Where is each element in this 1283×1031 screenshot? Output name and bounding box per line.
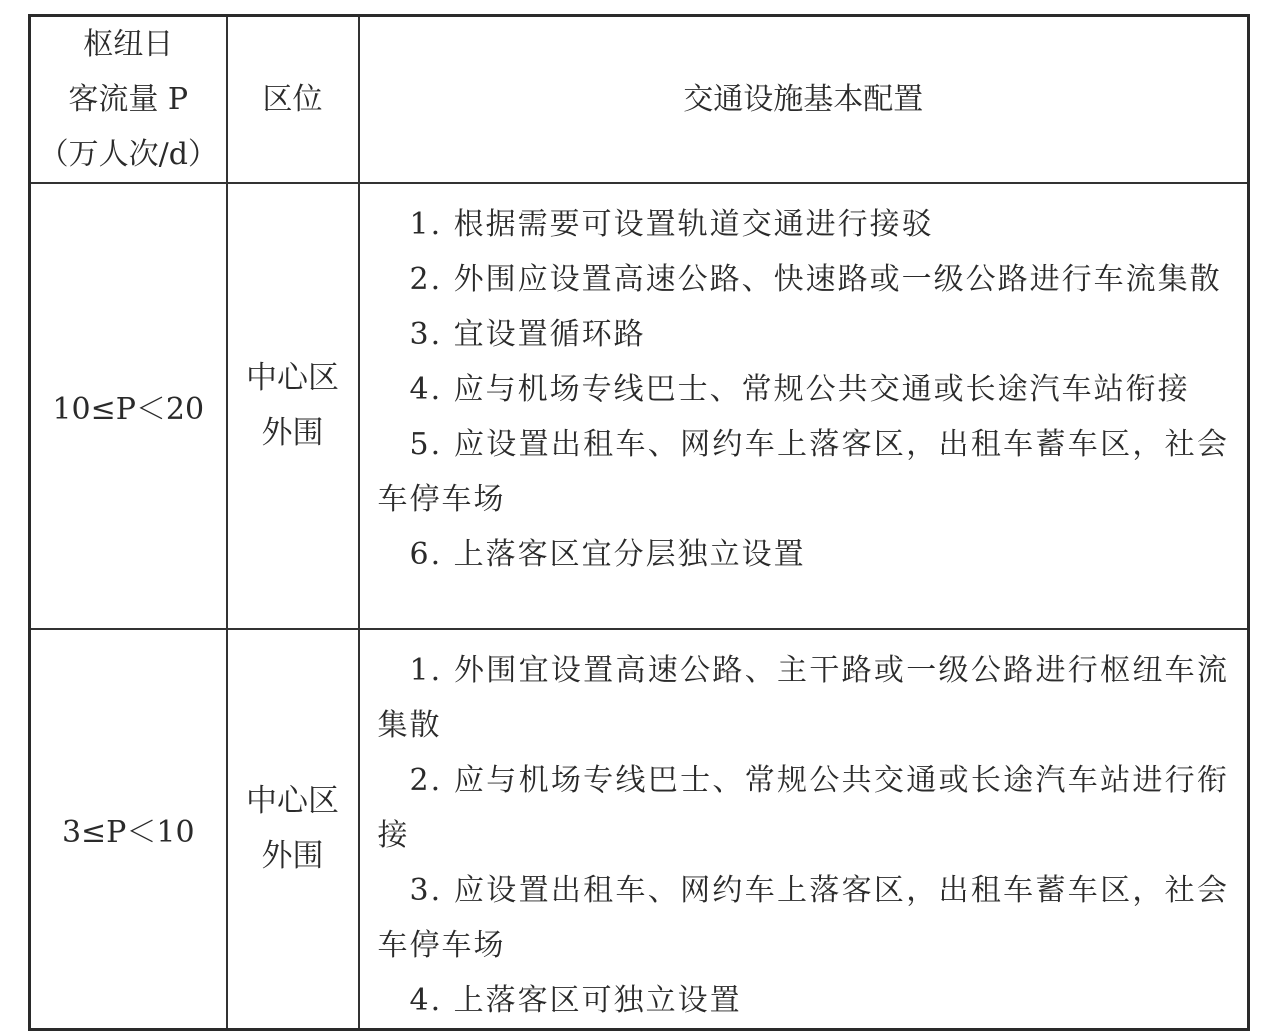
config-item: 2. 应与机场专线巴士、常规公共交通或长途汽车站进行衔接 [377,763,1229,853]
config-item: 4. 应与机场专线巴士、常规公共交通或长途汽车站衔接 [409,372,1190,407]
config-item: 1. 外围宜设置高速公路、主干路或一级公路进行枢纽车流集散 [377,653,1229,743]
config-item: 1. 根据需要可设置轨道交通进行接驳 [409,207,934,242]
config-item: 4. 上落客区可独立设置 [409,983,742,1018]
header-passenger-flow-line: （万人次/d） [38,137,218,172]
config-items-cell [359,183,1249,629]
header-passenger-flow-line: 客流量 P [68,82,189,117]
location-cell [227,629,359,1030]
location-line: 外围 [261,415,324,451]
table-row [30,183,1249,629]
header-passenger-flow [30,16,227,184]
header-location: 区位 [227,16,359,184]
location-line: 中心区 [246,783,339,819]
config-item: 3. 应设置出租车、网约车上落客区，出租车蓄车区，社会车停车场 [377,873,1229,963]
header-facility-config: 交通设施基本配置 [359,16,1249,184]
config-item: 2. 外围应设置高速公路、快速路或一级公路进行车流集散 [409,262,1222,297]
header-passenger-flow-line: 枢纽日 [83,27,174,62]
config-item: 3. 宜设置循环路 [409,317,646,352]
location-line: 外围 [261,838,324,874]
flow-range-cell: 3≤P＜10 [30,629,227,1030]
facility-config-table [28,14,1250,1031]
config-item: 5. 应设置出租车、网约车上落客区，出租车蓄车区，社会车停车场 [377,427,1229,517]
location-cell [227,183,359,629]
table-header-row [30,16,1249,184]
config-items-cell [359,629,1249,1030]
table-row [30,629,1249,1030]
flow-range-cell: 10≤P＜20 [30,183,227,629]
config-item: 6. 上落客区宜分层独立设置 [409,537,806,572]
location-line: 中心区 [246,360,339,396]
